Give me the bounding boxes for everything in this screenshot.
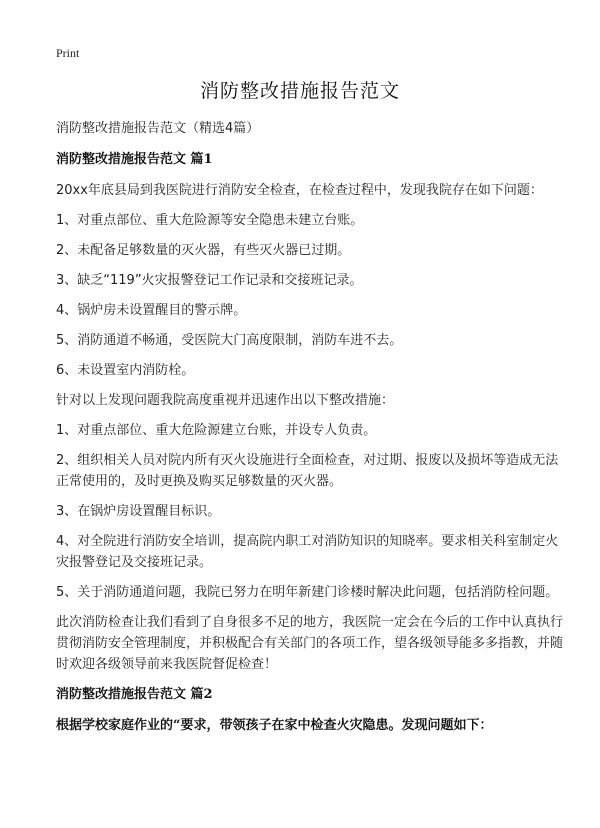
section1-intro: 20xx年底县局到我医院进行消防安全检查，在检查过程中，发现我院存在如下问题： xyxy=(56,183,543,198)
measure-item: 3、在锅炉房设置醒目标识。 xyxy=(56,504,221,519)
measures-intro: 针对以上发现问题我院高度重视并迅速作出以下整改措施： xyxy=(56,393,395,408)
measure-item: 1、对重点部位、重大危险源建立台账，并设专人负责。 xyxy=(56,423,377,438)
measure-item: 4、对全院进行消防安全培训，提高院内职工对消防知识的知晓率。要求相关科室制定火灾报警登记及交接班记录。 xyxy=(56,534,559,570)
problem-item: 4、锅炉房未设置醒目的警示牌。 xyxy=(56,303,247,318)
section-heading-2: 消防整改措施报告范文 篇2 xyxy=(56,687,213,702)
document-subtitle: 消防整改措施报告范文（精选4篇） xyxy=(56,121,260,136)
section1-conclusion: 此次消防检查让我们看到了自身很多不足的地方，我医院一定会在今后的工作中认真执行贯彻消防安全管理制度，并积极配合有关部门的各项工作，望各级领导能多多指教，并随时欢迎各级领导前来我医院督促检查！ xyxy=(56,615,564,672)
problem-item: 6、未设置室内消防栓。 xyxy=(56,363,195,378)
page-title: 消防整改措施报告范文 xyxy=(199,80,400,102)
problem-item: 1、对重点部位、重大危险源等安全隐患未建立台账。 xyxy=(56,213,364,228)
problem-item: 3、缺乏“119”火灾报警登记工作记录和交接班记录。 xyxy=(56,273,363,288)
measure-item: 5、关于消防通道问题，我院已努力在明年新建门诊楼时解决此问题，包括消防栓问题。 xyxy=(56,585,559,600)
print-label[interactable]: Print xyxy=(56,46,80,60)
document-body xyxy=(56,118,566,746)
measure-item: 2、组织相关人员对院内所有灭火设施进行全面检查，对过期、报废以及损坏等造成无法正常使用的，及时更换及购买足够数量的灭火器。 xyxy=(56,453,559,489)
problem-item: 2、未配备足够数量的灭火器，有些灭火器已过期。 xyxy=(56,243,351,258)
problem-item: 5、消防通道不畅通，受医院大门高度限制，消防车进不去。 xyxy=(56,333,403,348)
section-heading-1: 消防整改措施报告范文 篇1 xyxy=(56,152,213,167)
section2-intro: 根据学校家庭作业的“要求，带领孩子在家中检查火灾隐患。发现问题如下： xyxy=(56,718,493,733)
